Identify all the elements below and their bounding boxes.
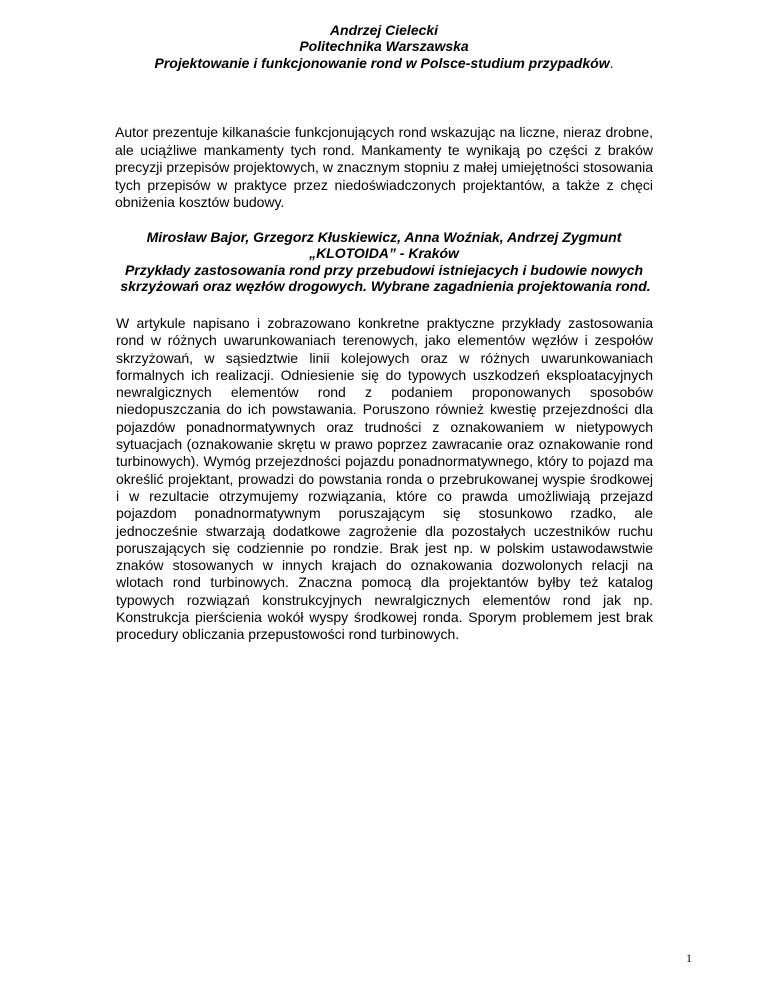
article2-abstract: W artykule napisano i zobrazowano konkretne praktyczne przykłady zastosowania rond w różnych uwarunkowaniach terenowych, jako elementów węzłów i zespołów skrzyżowań, w sąsiedztwie linii kolejowych oraz w różnych uwarunkowaniach formalnych ich realizacji. Odniesienie się do typowych uszkodzeń eksploatacyjnych newralgicznych elementów rond z podaniem proponowanych sposobów niedopuszczania do ich powstawania. Poruszono również kwestię przejezdności dla pojazdów ponadnormatywnych oraz trudności z oznakowaniem w nietypowych sytuacjach (oznakowanie skrętu w prawo poprzez zawracanie oraz oznakowanie rond turbinowych). Wymóg przejezdności pojazdu ponadnormatywnego, który to pojazd ma określić projektant, prowadzi do powstania ronda o przebrukowanej wyspie środkowej i w rezultacie otrzymujemy rozwiązania, które co prawda umożliwiają przejazd pojazdom ponadnormatywnym poruszającym się stosunkowo rzadko, ale jednocześnie stwarzają dodatkowe zagrożenie dla pozostałych uczestników ruchu poruszających się codziennie po rondzie. Brak jest np. w polskim ustawodawstwie znaków stosowanych w innych krajach do oznakowania dozwolonych relacji na wlotach rond turbinowych. Znaczna pomocą dla projektantów byłby też katalog typowych rozwiązań konstrukcyjnych newralgicznych elementów rond jak np. Konstrukcja pierścienia wokół wyspy środkowej ronda. Sporym problemem jest brak procedury obliczania przepustowości rond turbinowych.	[116, 315, 653, 643]
article1-author: Andrzej Cielecki	[329, 22, 439, 38]
article2-authors: Mirosław Bajor, Grzegorz Kłuskiewicz, Anna Woźniak, Andrzej Zygmunt	[146, 229, 622, 245]
article1-abstract: Autor prezentuje kilkanaście funkcjonujących rond wskazując na liczne, nieraz drobne, ale uciążliwe mankamenty tych rond. Mankamenty te wynikają po części z braków precyzji przepisów projektowych, w znacznym stopniu z małej umiejętności stosowania tych przepisów w praktyce przez niedoświadczonych projektantów, a także z chęci obniżenia kosztów budowy.	[115, 124, 653, 210]
article2-header	[96, 229, 672, 294]
article1-title	[96, 55, 672, 71]
article1-title-suffix: .	[609, 54, 614, 71]
article1-affiliation: Politechnika Warszawska	[299, 38, 469, 55]
article2-title-line1: Przykłady zastosowania rond przy przebudowi istniejacych i budowie nowych	[124, 261, 644, 278]
article1-title-text: Projektowanie i funkcjonowanie rond w Polsce-studium przypadków	[154, 54, 610, 71]
article1-header	[96, 22, 672, 71]
article2-title-line2: skrzyżowań oraz węzłów drogowych. Wybrane zagadnienia projektowania rond.	[120, 277, 651, 294]
article2-affiliation: „KLOTOIDA” - Kraków	[309, 245, 459, 262]
page-number: 1	[686, 951, 692, 965]
